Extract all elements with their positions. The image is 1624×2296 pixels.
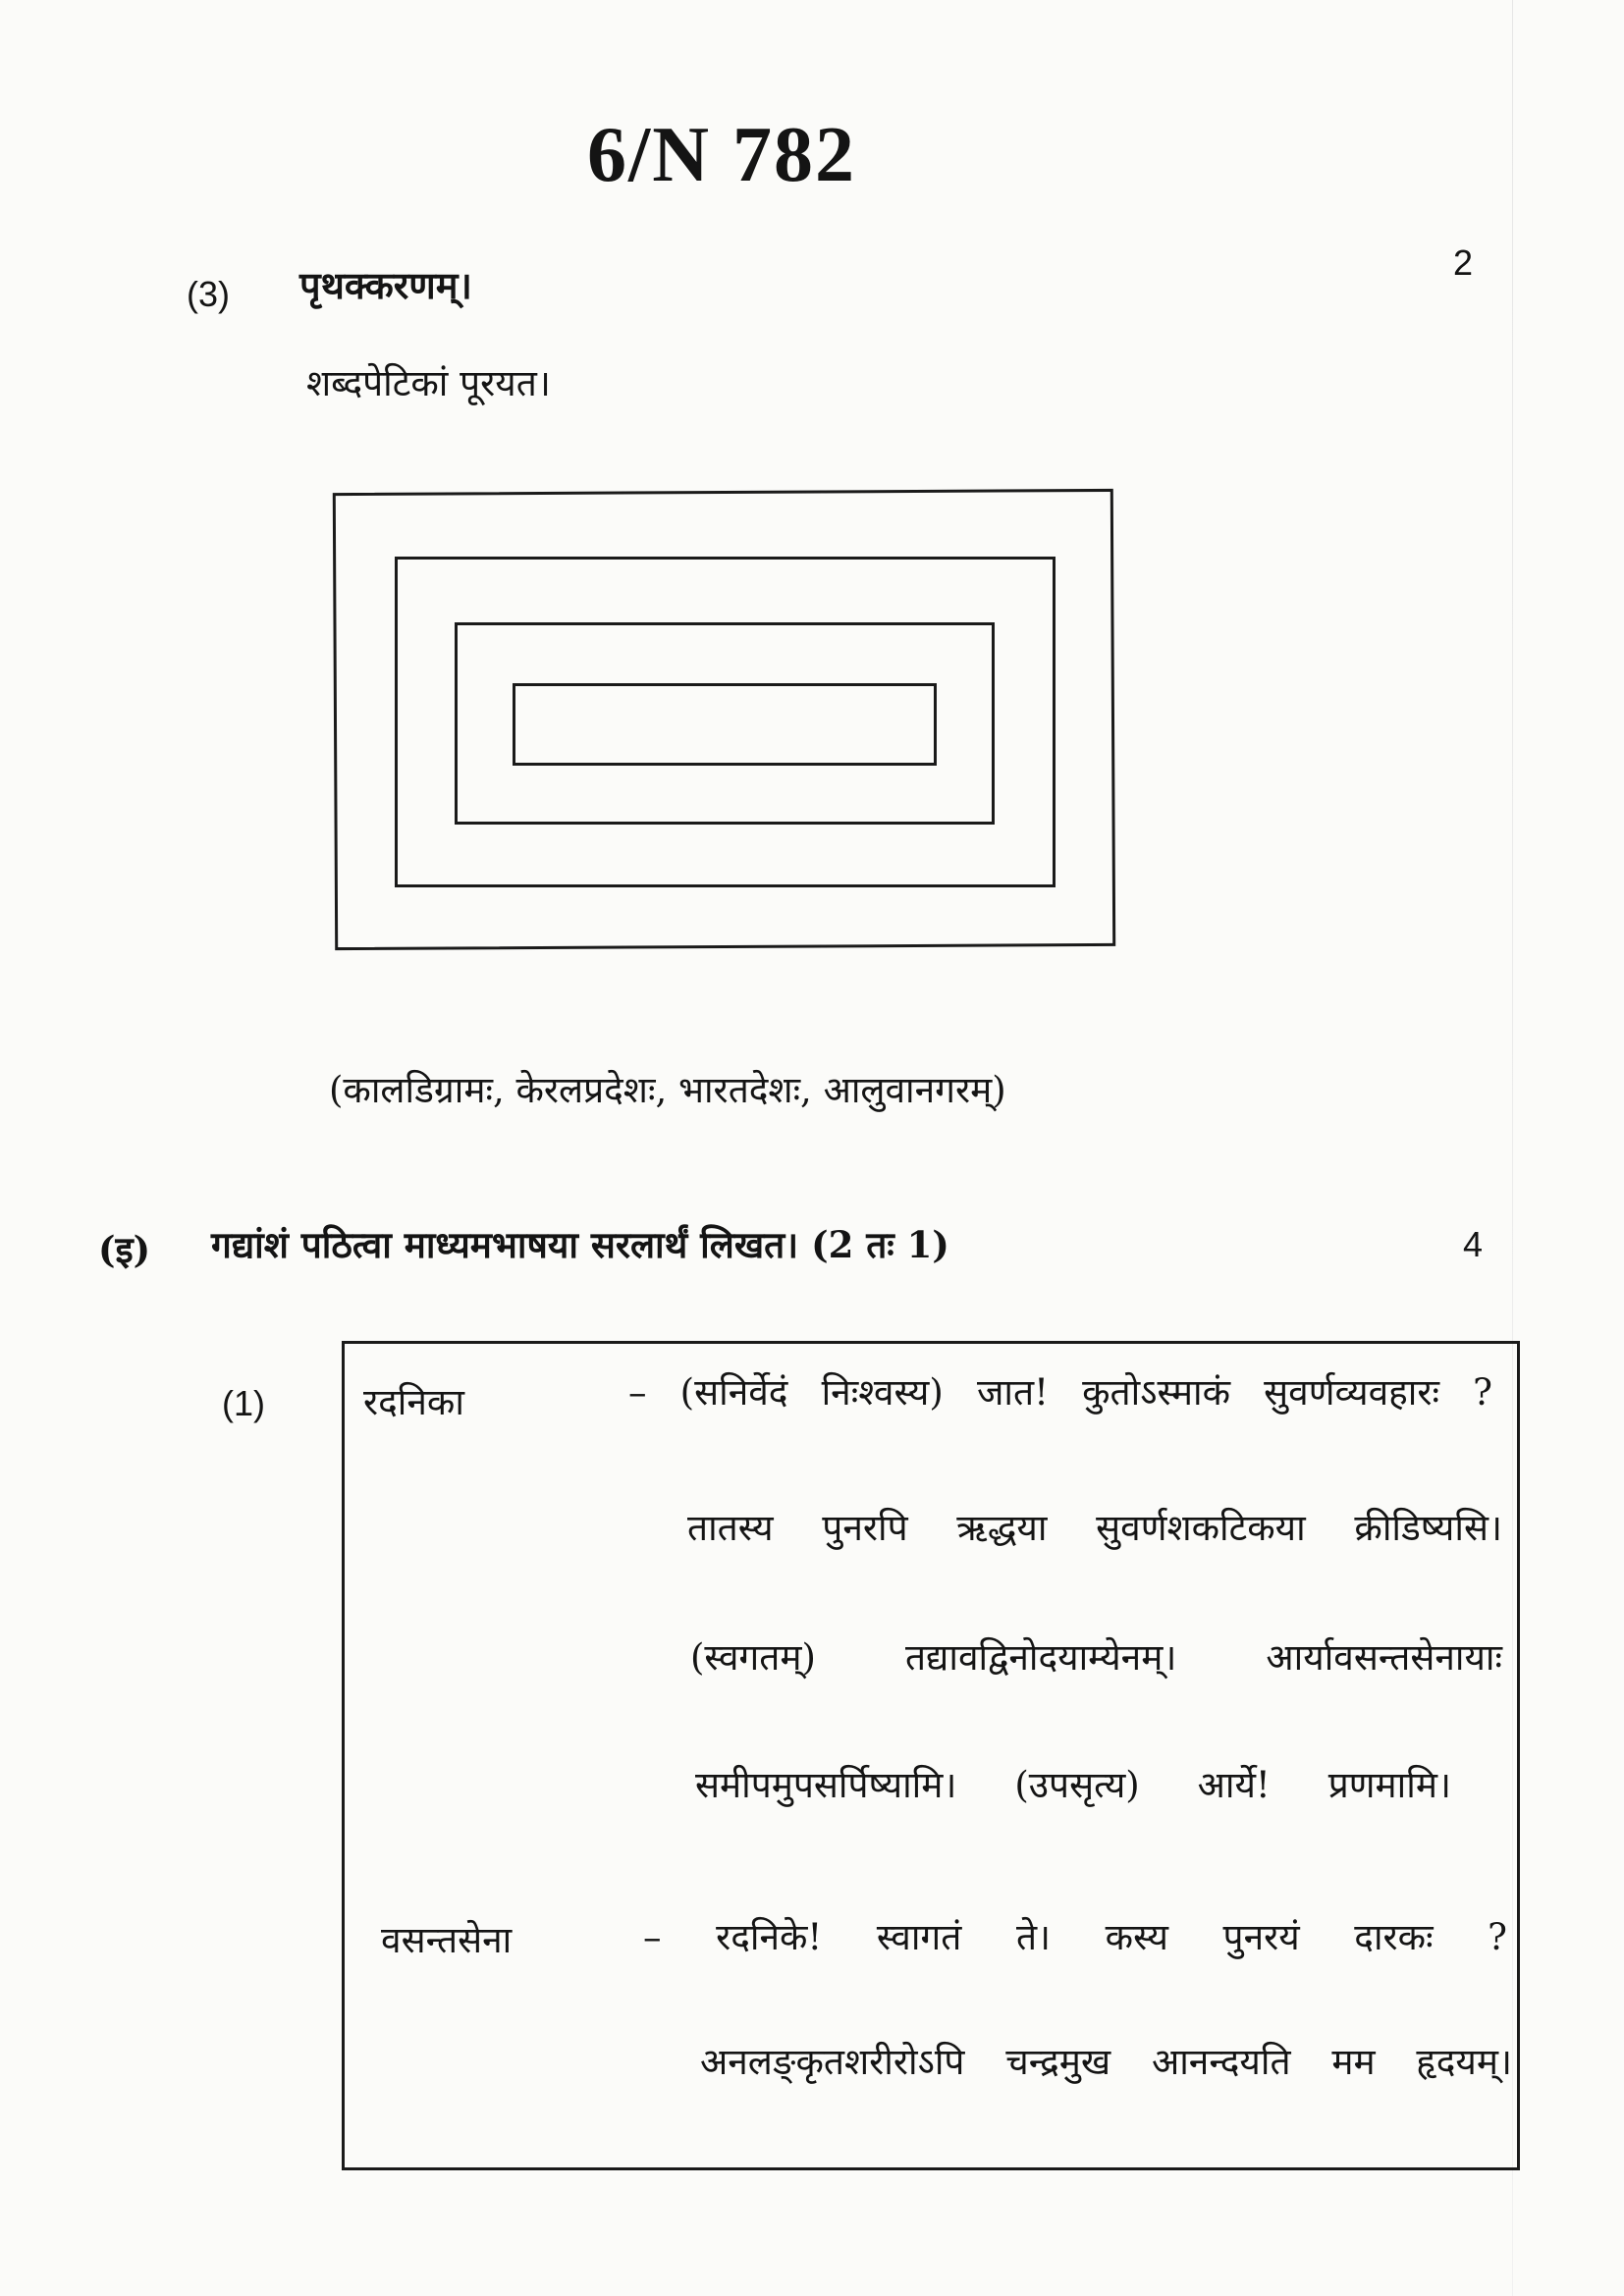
- section-label: (इ): [98, 1228, 151, 1271]
- dialogue-line: समीपमुपसर्पिष्यामि। (उपसृत्य) आर्ये! प्रणमामि।: [695, 1764, 1451, 1806]
- speaker-name: वसन्तसेना: [381, 1919, 513, 1961]
- question-instruction: शब्दपेटिकां पूरयत।: [306, 362, 551, 404]
- word-box-inner[interactable]: [513, 683, 937, 766]
- section-instruction: गद्यांशं पठित्वा माध्यमभाषया सरलार्थं लिखत। (2 तः 1): [211, 1223, 949, 1266]
- passage-number: (1): [222, 1383, 265, 1423]
- dialogue-line: (स्वगतम्) तद्यावद्विनोदयाम्येनम्। आर्यावसन्तसेनायाः: [690, 1636, 1502, 1679]
- dialogue-line: – (सनिर्वेदं निःश्वस्य) जात! कुतोऽस्माकं सुवर्णव्यवहारः ?: [628, 1371, 1492, 1414]
- marks-label: 2: [1453, 242, 1474, 283]
- section-marks: 4: [1463, 1224, 1484, 1264]
- dialogue-line: तातस्य पुनरपि ऋद्धया सुवर्णशकटिकया क्रीडिष्यसि।: [687, 1507, 1502, 1549]
- dialogue-line: – रदनिके! स्वागतं ते। कस्य पुनरयं दारकः ?: [643, 1916, 1507, 1958]
- page-code: 6/N 782: [587, 112, 856, 198]
- dialogue-line: अनलङ्कृतशरीरोऽपि चन्द्रमुख आनन्दयति मम हृदयम्।: [700, 2041, 1512, 2083]
- question-number: (3): [187, 274, 230, 314]
- question-title: पृथक्करणम्।: [299, 263, 472, 307]
- word-options: (कालडिग्रामः, केरलप्रदेशः, भारतदेशः, आलुवानगरम्): [329, 1069, 1006, 1111]
- speaker-name: रदनिका: [363, 1381, 464, 1423]
